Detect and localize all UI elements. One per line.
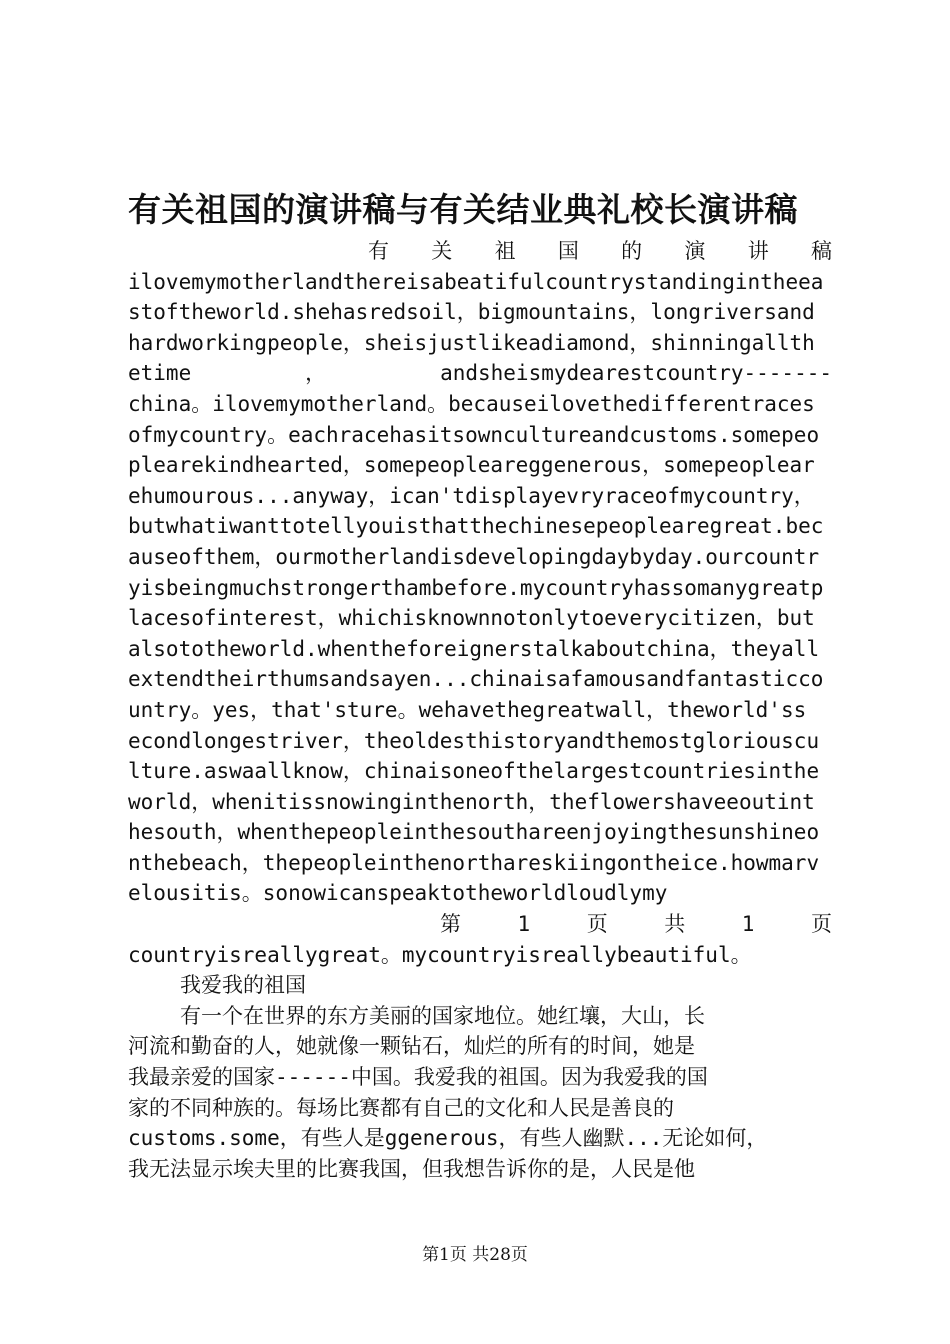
text-line: elousitis。sonowicanspeaktotheworldloudlymy [128,881,668,906]
subtitle-char: 讲 [747,239,769,263]
subtitle-char: 的 [621,239,643,263]
text-fragment: etime [128,361,192,386]
text-fragment: ， [305,361,327,386]
page-marker-char: 1 [741,912,755,937]
section-subtitle [128,236,832,267]
text-line: auseofthem，ourmotherlandisdevelopingdaybyday.ourcountr [128,544,820,569]
text-line-justified [128,358,832,389]
text-line: econdlongestriver，theoldesthistoryandthemostgloriouscu [128,728,820,753]
text-line: plearekindhearted，somepeopleareggenerous，somepeoplear [128,453,815,478]
inline-page-marker [128,909,832,940]
text-line: customs.some，有些人是ggenerous，有些人幽默...无论如何， [128,1126,768,1151]
text-line: ilovemymotherlandthereisabeatifulcountrystandingintheea [128,269,824,294]
subtitle-char: 关 [431,239,453,263]
text-line: china。ilovemymotherland。becauseilovethedifferentraces [128,391,815,416]
page-marker-char: 第 [440,912,461,937]
subtitle-char: 稿 [810,239,832,263]
text-line: world，whenitissnowinginthenorth，theflowershaveeoutint [128,789,815,814]
text-line: 我无法显示埃夫里的比赛我国，但我想告诉你的是，人民是他 [128,1156,695,1181]
page-marker-char: 页 [586,912,608,937]
subtitle-char: 祖 [494,239,516,263]
page-marker-char: 共 [664,912,686,937]
text-line: hesouth，whenthepeopleinthesouthareenjoyingthesunshineo [128,820,820,845]
text-line: extendtheirthumsandsayen...chinaisafamousandfantasticco [128,667,824,692]
text-line: lture.aswaallknow，chinaisoneofthelargestcountriesinthe [128,759,820,784]
page-marker-char: 1 [517,912,531,937]
text-line: 我最亲爱的国家------中国。我爱我的祖国。因为我爱我的国 [128,1065,708,1090]
subtitle-char: 有 [368,239,389,263]
text-line: 有一个在世界的东方美丽的国家地位。她红壤，大山，长 [180,1003,705,1028]
section-heading: 我爱我的祖国 [180,973,306,998]
subtitle-char: 演 [684,239,706,263]
text-line: stoftheworld.shehasredsoil，bigmountains，longriversand [128,300,815,325]
text-line: countryisreallygreat。mycountryisreallybeautiful。 [128,942,752,967]
text-line: nthebeach，thepeopleinthenorthareskiingontheice.howmarv [128,850,820,875]
subtitle-char: 国 [557,239,579,263]
text-line: butwhatiwanttotellyouisthatthechinesepeoplearegreat.bec [128,514,824,539]
document-title: 有关祖国的演讲稿与有关结业典礼校长演讲稿 [128,190,798,229]
document-body [128,236,832,1184]
text-line: hardworkingpeople，sheisjustlikeadiamond，shinningallth [128,330,815,355]
text-line: ehumourous...anyway，ican'tdisplayevryraceofmycountry， [128,483,815,508]
page-footer: 第1页 共28页 [422,1245,528,1265]
text-line: lacesofinterest，whichisknownnotonlytoeverycitizen，but [128,606,815,631]
text-line: 家的不同种族的。每场比赛都有自己的文化和人民是善良的 [128,1095,674,1120]
text-line: alsototheworld.whentheforeignerstalkaboutchina，theyall [128,636,820,661]
text-line: untry。yes，that'sture。wehavethegreatwall，theworld'ss [128,697,807,722]
text-line: yisbeingmuchstrongerthambefore.mycountryhassomanygreatp [128,575,824,600]
text-line: 河流和勤奋的人，她就像一颗钻石，灿烂的所有的时间，她是 [128,1034,695,1059]
page-marker-char: 页 [810,912,832,937]
text-fragment: andsheismydearestcountry------- [440,361,832,386]
text-line: ofmycountry。eachracehasitsowncultureandcustoms.somepeo [128,422,820,447]
